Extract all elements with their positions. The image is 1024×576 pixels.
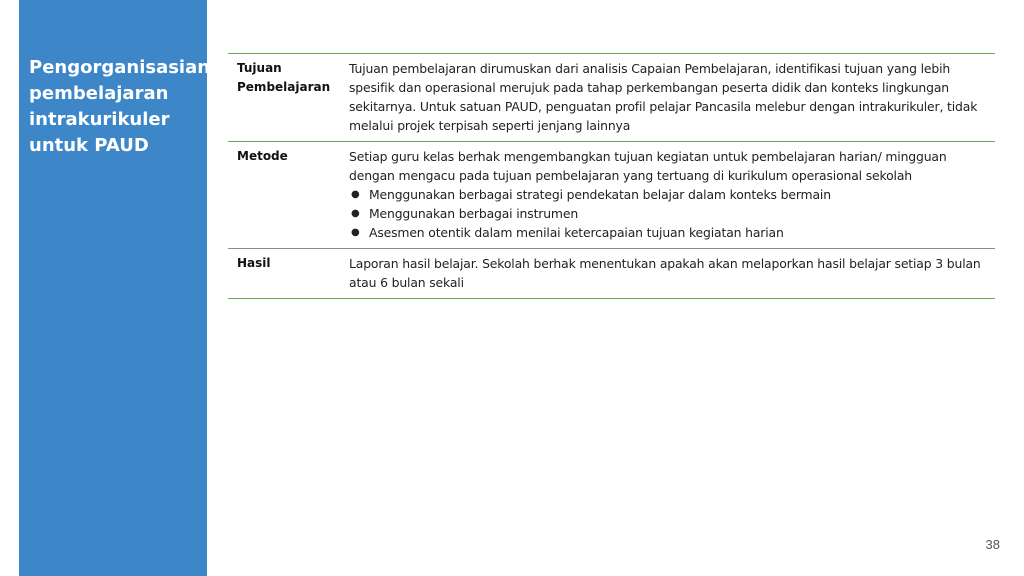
table-row xyxy=(228,249,995,299)
bullet-list xyxy=(349,185,983,242)
bullet-item: ● Asesmen otentik dalam menilai ketercapaian tujuan kegiatan harian xyxy=(349,223,983,242)
row-label: Tujuan Pembelajaran xyxy=(237,61,331,94)
table-row xyxy=(228,142,995,249)
row-content: Tujuan pembelajaran dirumuskan dari analisis Capaian Pembelajaran, identifikasi tujuan yang lebih spesifik dan operasional merujuk pada tahap perkembangan peserta didik dan konteks lingkungan sekitarnya. Untuk satuan PAUD, penguatan profil pelajar Pancasila melebur dengan intrakurikuler, tidak melalui projek terpisah seperti jenjang lainnya xyxy=(349,61,978,133)
content-table xyxy=(228,53,995,299)
row-label: Metode xyxy=(237,149,288,163)
page-number: 38 xyxy=(985,537,1000,552)
row-content xyxy=(349,147,995,242)
row-text: Setiap guru kelas berhak mengembangkan tujuan kegiatan untuk pembelajaran harian/ mingguan dengan mengacu pada tujuan pembelajaran yang tertuang di kurikulum operasional sekolah xyxy=(349,149,947,183)
row-label: Hasil xyxy=(237,256,271,270)
bullet-item: ● Menggunakan berbagai strategi pendekatan belajar dalam konteks bermain xyxy=(349,185,983,204)
slide-title: Pengorganisasian pembelajaran intrakurikuler untuk PAUD xyxy=(29,57,211,156)
bullet-item: ● Menggunakan berbagai instrumen xyxy=(349,204,983,223)
row-content: Laporan hasil belajar. Sekolah berhak menentukan apakah akan melaporkan hasil belajar setiap 3 bulan atau 6 bulan sekali xyxy=(349,256,981,290)
sidebar-panel xyxy=(19,0,211,576)
table-row xyxy=(228,54,995,142)
